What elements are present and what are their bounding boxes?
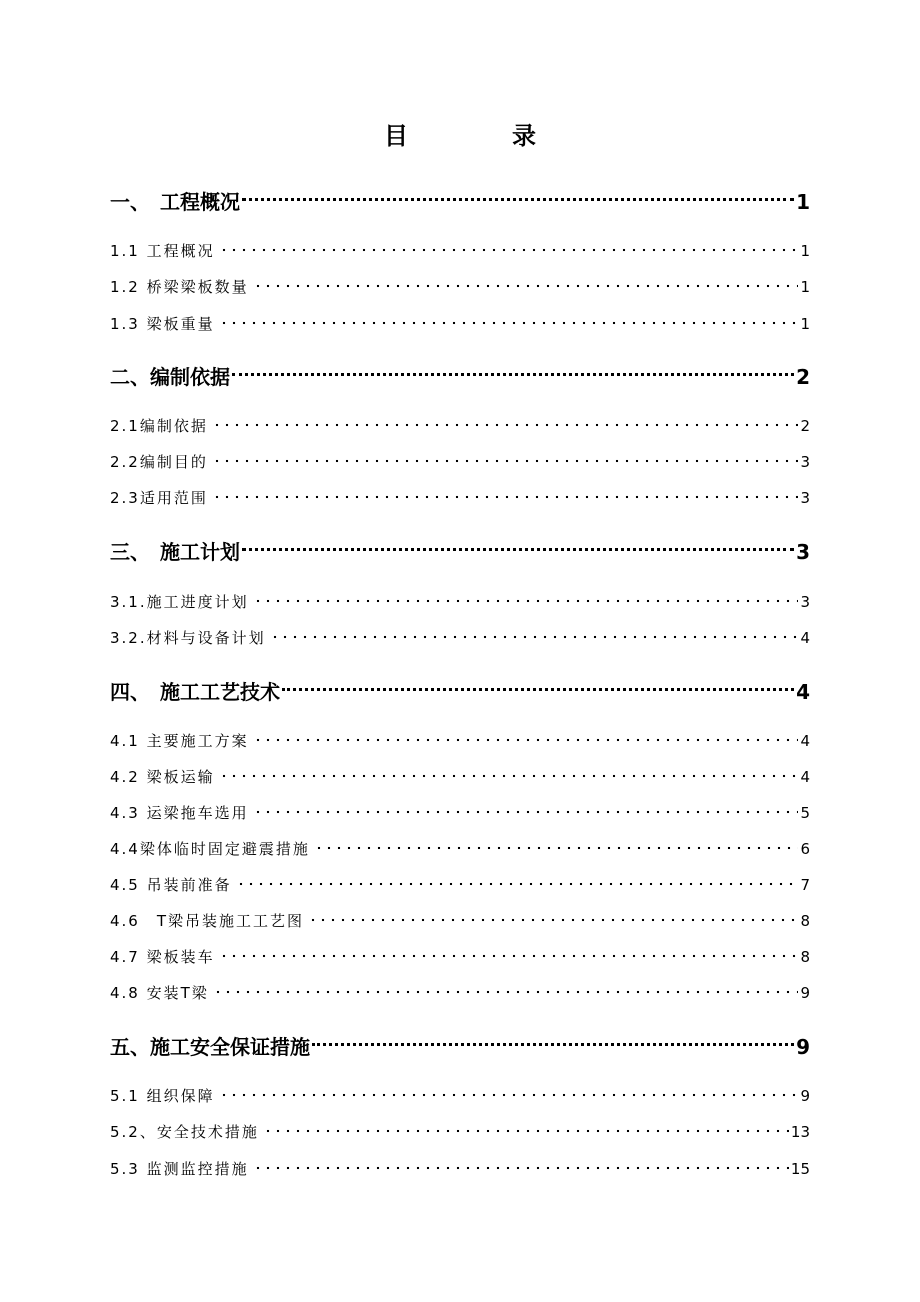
toc-entry-label: 三、 施工计划 — [110, 540, 240, 564]
toc-page-number: 5 — [800, 804, 810, 822]
toc-entry-5-2[interactable] — [110, 1113, 810, 1141]
dot-leader — [251, 722, 799, 746]
toc-entry-5-3[interactable] — [110, 1150, 810, 1178]
toc-page-number: 4 — [800, 629, 810, 647]
toc-page-number: 3 — [796, 540, 810, 564]
toc-entry-label: 5.1 组织保障 — [110, 1087, 215, 1105]
dot-leader — [210, 479, 799, 503]
dot-leader — [217, 938, 799, 962]
toc-page-number: 4 — [796, 680, 810, 704]
toc-page-number: 3 — [800, 453, 810, 471]
dot-leader — [251, 583, 799, 607]
dot-leader — [232, 354, 794, 384]
dot-leader — [251, 268, 799, 292]
dot-leader — [217, 758, 799, 782]
toc-page-number: 6 — [800, 840, 810, 858]
toc-entry-label: 3.2.材料与设备计划 — [110, 629, 266, 647]
toc-entry-1[interactable] — [110, 179, 810, 214]
toc-entry-label: 4.6 T梁吊装施工工艺图 — [110, 912, 305, 930]
toc-entry-4-1[interactable] — [110, 722, 810, 750]
toc-entry-label: 4.1 主要施工方案 — [110, 732, 249, 750]
dot-leader — [211, 974, 799, 998]
toc-entry-label: 5.3 监测监控措施 — [110, 1160, 249, 1178]
toc-page-number: 9 — [800, 1087, 810, 1105]
toc-entry-1-2[interactable] — [110, 268, 810, 296]
toc-entry-2-1[interactable] — [110, 407, 810, 435]
toc-entry-label: 4.8 安装T梁 — [110, 984, 209, 1002]
toc-entry-label: 二、编制依据 — [110, 365, 230, 389]
toc-entry-4-7[interactable] — [110, 938, 810, 966]
toc-entry-4-4[interactable] — [110, 830, 810, 858]
dot-leader — [312, 830, 799, 854]
toc-entry-label: 5.2、安全技术措施 — [110, 1123, 259, 1141]
toc-page-number: 9 — [800, 984, 810, 1002]
toc-page-number: 8 — [800, 948, 810, 966]
toc-entry-label: 3.1.施工进度计划 — [110, 593, 249, 611]
toc-entry-3[interactable] — [110, 529, 810, 564]
toc-page-number: 7 — [800, 876, 810, 894]
toc-entry-3-1[interactable] — [110, 583, 810, 611]
toc-entry-label: 4.2 梁板运输 — [110, 768, 215, 786]
dot-leader — [217, 305, 799, 329]
toc-entry-label: 五、施工安全保证措施 — [110, 1035, 310, 1059]
toc-entry-label: 四、 施工工艺技术 — [110, 680, 280, 704]
toc-entry-4-3[interactable] — [110, 794, 810, 822]
dot-leader — [210, 407, 799, 431]
toc-page-number: 3 — [800, 489, 810, 507]
toc-entry-label: 2.1编制依据 — [110, 417, 208, 435]
toc-page-number: 2 — [800, 417, 810, 435]
dot-leader — [282, 669, 794, 699]
toc-entry-label: 1.3 梁板重量 — [110, 315, 215, 333]
dot-leader — [242, 179, 794, 209]
toc-entry-4-6[interactable] — [110, 902, 810, 930]
dot-leader — [210, 443, 799, 467]
toc-page-number: 9 — [796, 1035, 810, 1059]
dot-leader — [242, 529, 794, 559]
toc-entry-4[interactable] — [110, 669, 810, 704]
dot-leader — [312, 1024, 794, 1054]
toc-page-number: 1 — [800, 278, 810, 296]
toc-entry-label: 4.4梁体临时固定避震措施 — [110, 840, 310, 858]
toc-entry-4-8[interactable] — [110, 974, 810, 1002]
toc-entry-label: 2.3适用范围 — [110, 489, 208, 507]
toc-entry-5[interactable] — [110, 1024, 810, 1059]
toc-page-number: 8 — [800, 912, 810, 930]
dot-leader — [251, 794, 799, 818]
toc-page-number: 4 — [800, 768, 810, 786]
toc-page-number: 4 — [800, 732, 810, 750]
dot-leader — [268, 619, 799, 643]
toc-entry-1-1[interactable] — [110, 232, 810, 260]
toc-entry-4-2[interactable] — [110, 758, 810, 786]
dot-leader — [261, 1113, 789, 1137]
toc-page-number: 1 — [796, 190, 810, 214]
toc-entry-5-1[interactable] — [110, 1077, 810, 1105]
dot-leader — [217, 1077, 799, 1101]
toc-entry-label: 1.2 桥梁梁板数量 — [110, 278, 249, 296]
toc-entry-4-5[interactable] — [110, 866, 810, 894]
toc-entry-label: 2.2编制目的 — [110, 453, 208, 471]
toc-entry-2[interactable] — [110, 354, 810, 389]
dot-leader — [251, 1150, 789, 1174]
page-title: 目 录 — [384, 122, 576, 150]
dot-leader — [306, 902, 798, 926]
toc-entry-3-2[interactable] — [110, 619, 810, 647]
toc-entry-label: 4.3 运梁拖车选用 — [110, 804, 249, 822]
toc-entry-2-3[interactable] — [110, 479, 810, 507]
toc-entry-label: 4.5 吊装前准备 — [110, 876, 232, 894]
toc-page-number: 2 — [796, 365, 810, 389]
toc-entry-label: 一、 工程概况 — [110, 190, 240, 214]
toc-page-number: 15 — [790, 1160, 810, 1178]
toc-page-number: 3 — [800, 593, 810, 611]
toc-entry-label: 4.7 梁板装车 — [110, 948, 215, 966]
dot-leader — [234, 866, 799, 890]
toc-entry-1-3[interactable] — [110, 305, 810, 333]
toc-page-number: 13 — [790, 1123, 810, 1141]
toc-page-number: 1 — [800, 242, 810, 260]
toc-page-number: 1 — [800, 315, 810, 333]
dot-leader — [217, 232, 799, 256]
toc-entry-label: 1.1 工程概况 — [110, 242, 215, 260]
toc-entry-2-2[interactable] — [110, 443, 810, 471]
